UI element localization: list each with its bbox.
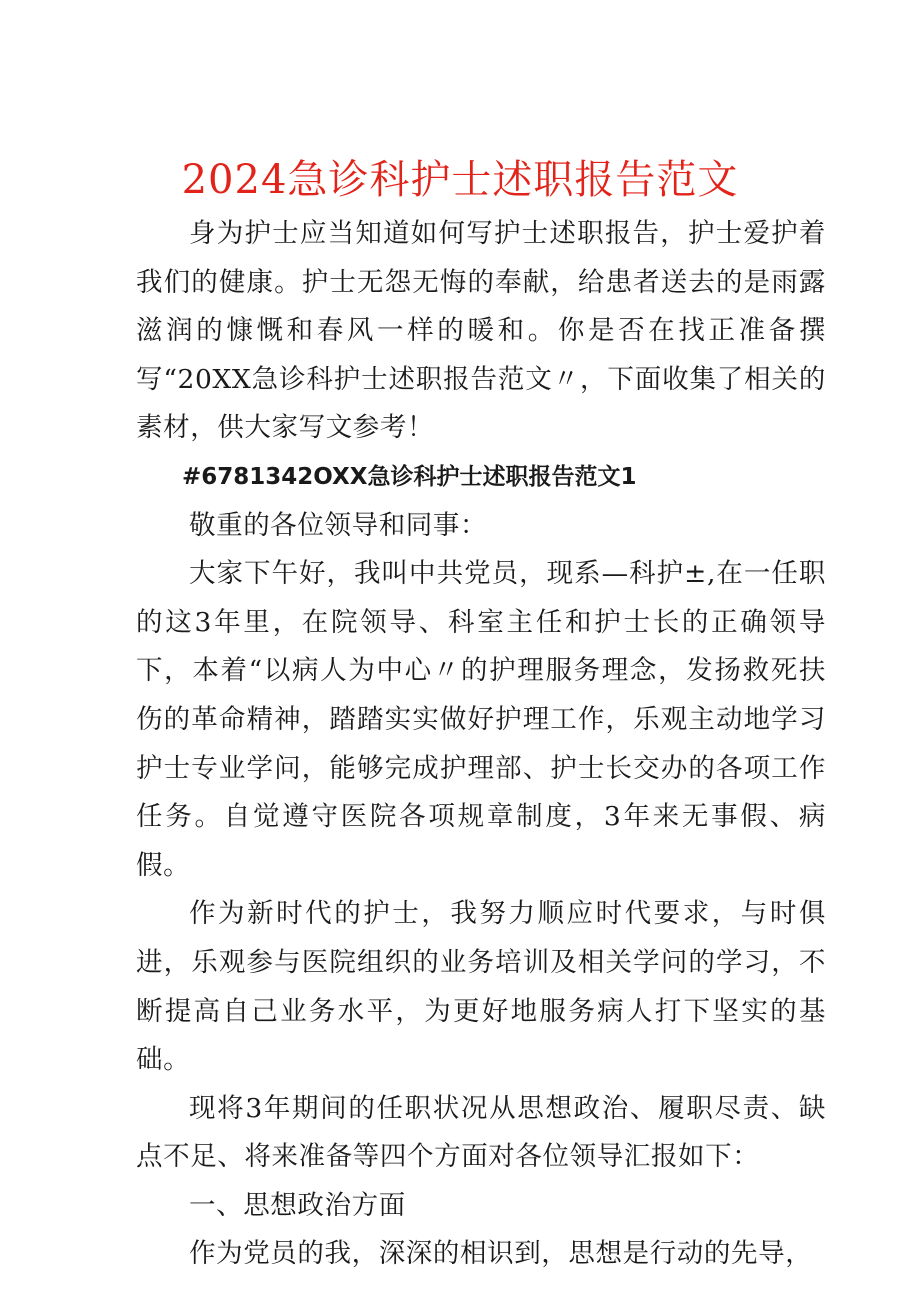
body-paragraph-3: 现将3年期间的任职状况从思想政治、履职尽责、缺点不足、将来准备等四个方面对各位领导汇报如下： (136, 1092, 826, 1173)
greeting-paragraph: 敬重的各位领导和同事： (189, 509, 488, 541)
subheading-1: 一、思想政治方面 (189, 1189, 406, 1221)
body-paragraph-2: 作为新时代的护士，我努力顺应时代要求，与时俱进，乐观参与医院组织的业务培训及相关学问的学习，不断提高自己业务水平，为更好地服务病人打下坚实的基础。 (136, 898, 826, 1076)
body-paragraph-1: 大家下午好，我叫中共党员，现系—科护±,在一任职的这3年里，在院领导、科室主任和护士长的正确领导下，本着“以病人为中心〃的护理服务理念，发扬救死扶伤的革命精神，踏踏实实做好护理工作，乐观主动地学习护士专业学问，能够完成护理部、护士长交办的各项工作任务。自觉遵守医院各项规章制度，3年来无事假、病假。 (136, 558, 826, 881)
body-paragraph-4: 作为党员的我，深深的相识到，思想是行动的先导， (189, 1238, 813, 1270)
document-title: 2024急诊科护士述职报告范文 (181, 157, 739, 203)
intro-paragraph: 身为护士应当知道如何写护士述职报告，护士爱护着我们的健康。护士无怨无悔的奉献，给患者送去的是雨露滋润的慷慨和春风一样的暖和。你是否在找正准备撰写“20XX急诊科护士述职报告范文〃，下面收集了相关的素材，供大家写文参考！ (136, 218, 826, 444)
section-heading: #6781342OXX急诊科护士述职报告范文1 (182, 463, 637, 490)
document-body (136, 210, 826, 1279)
